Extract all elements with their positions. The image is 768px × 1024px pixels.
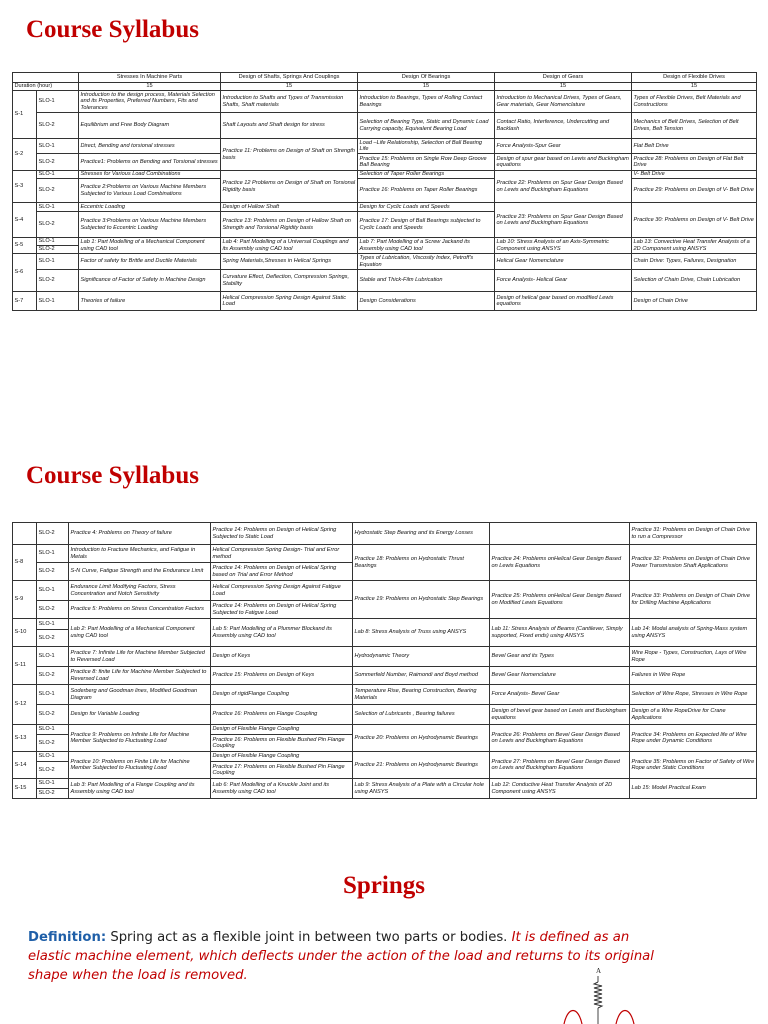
topic-cell: Lab 4: Part Modelling of a Universal Couplings and its Assembly using CAD tool (221, 238, 358, 254)
slo-label: SLO-1 (37, 545, 69, 563)
slo-label: SLO-2 (37, 735, 69, 752)
topic-cell: Sommerfeld Number, Raimondi and Boyd method (353, 667, 490, 685)
topic-cell: Lab 8: Stress Analysis of Truss using ANSYS (353, 619, 490, 647)
topic-cell: Practice 4: Problems on Theory of failure (69, 523, 211, 545)
slo-label: SLO-2 (37, 563, 69, 581)
slo-label: SLO-1 (37, 647, 69, 667)
slo-label: SLO-2 (37, 154, 79, 171)
slo-label: SLO-2 (37, 246, 79, 254)
topic-cell: Practice 33: Problems on Design of Chain Drive for Drilling Machine Applications (630, 581, 757, 619)
topic-cell: Selection of Lubricants , Bearing failures (353, 705, 490, 725)
slo-label: SLO-2 (37, 270, 79, 292)
definition-label: Definition: (28, 930, 107, 945)
session-label: S-14 (13, 752, 37, 779)
topic-cell: Lab 10: Stress Analysis of an Axis-Symmetric Component using ANSYS (495, 238, 632, 254)
topic-cell: Factor of safety for Brittle and Ductile Materials (79, 254, 221, 270)
slo-label: SLO-1 (37, 254, 79, 270)
session-label: S-6 (13, 254, 37, 292)
topic-cell: Practice 16: Problems on Taper Roller Bearings (358, 179, 495, 203)
topic-cell: Practice1: Problems on Bending and Torsional stresses (79, 154, 221, 171)
topic-cell: Theories of failure (79, 292, 221, 311)
topic-cell: Helical Compression Spring Design Against Fatigue Load (211, 581, 353, 601)
topic-cell: Practice 35: Problems on Factor of Safety of Wire Rope under Static Conditions (630, 752, 757, 779)
topic-cell: Stresses for Various Load Combinations (79, 171, 221, 179)
topic-cell: S-N Curve, Fatigue Strength and the Endurance Limit (69, 563, 211, 581)
topic-cell: Practice 7: Infinite Life for Machine Member Subjected to Reversed Load (69, 647, 211, 667)
topic-cell: Practice 17: Problems on Flexible Bushed Pin Flange Coupling (211, 762, 353, 779)
slo-label: SLO-1 (37, 91, 79, 113)
topic-cell: Practice 31: Problems on Design of Chain Drive to run a Compressor (630, 523, 757, 545)
springs-heading: Springs (343, 872, 425, 899)
topic-cell: Selection of Chain Drive, Chain Lubrication (632, 270, 757, 292)
topic-cell: Practice 16: Problems on Flexible Bushed Pin Flange Coupling (211, 735, 353, 752)
slo-label: SLO-1 (37, 139, 79, 154)
definition-emphasis: It is defined as an elastic machine element, which deflects under the action of the load and returns to its original shape when the load is removed. (28, 930, 654, 983)
page-title: Course Syllabus (26, 16, 199, 43)
slo-label: SLO-2 (37, 113, 79, 139)
topic-cell: Lab 11: Stress Analysis of Beams (Cantilever, Simply supported, Fixed ends) using ANSYS (490, 619, 630, 647)
topic-cell: Direct, Bending and torsional stresses (79, 139, 221, 154)
topic-cell: Introduction to Fracture Mechanics, and Fatigue in Metals (69, 545, 211, 563)
topic-cell: Lab 12: Conductive Heat Transfer Analysis of 2D Component using ANSYS (490, 779, 630, 799)
topic-cell (490, 523, 630, 545)
slo-label: SLO-1 (37, 752, 69, 762)
topic-cell: Practice 34: Problems on Expected life of Wire Rope under Dynamic Conditions (630, 725, 757, 752)
deflection-arc-left (564, 1011, 582, 1024)
slo-label: SLO-1 (37, 238, 79, 246)
session-label: S-8 (13, 545, 37, 581)
topic-cell: Lab 13: Convective Heat Transfer Analysis of a 2D Component using ANSYS (632, 238, 757, 254)
topic-cell: Force Analysis- Helical Gear (495, 270, 632, 292)
spring-load-label: A (596, 967, 602, 975)
topic-cell: Design of a Wire RopeDrive for Crane Applications (630, 705, 757, 725)
topic-cell: Types of Flexible Drives, Belt Materials and Constructions (632, 91, 757, 113)
header-unit-2: Design of Shafts, Springs And Couplings (221, 73, 358, 83)
topic-cell: Introduction to Bearings, Types of Rolling Contact Bearings (358, 91, 495, 113)
topic-cell: Introduction to Shafts and Types of Transmission Shafts, Shaft materials (221, 91, 358, 113)
topic-cell: Practice 15: Problems on Single Row Deep Groove Ball Bearing (358, 154, 495, 171)
topic-cell: Practice 18: Problems on Hydrostatic Thrust Bearings (353, 545, 490, 581)
topic-cell: Force Analysis-Spur Gear (495, 139, 632, 154)
slo-label: SLO-2 (37, 667, 69, 685)
topic-cell: Soderberg and Goodman lines, Modified Goodman Diagram (69, 685, 211, 705)
topic-cell: Wire Rope - Types, Construction, Lays of Wire Rope (630, 647, 757, 667)
topic-cell: Bevel Gear and its Types (490, 647, 630, 667)
topic-cell: Design of helical gear based on modified Lewis equations (495, 292, 632, 311)
topic-cell: Design of Hallow Shaft (221, 203, 358, 212)
session-label: S-5 (13, 238, 37, 254)
slo-label: SLO-2 (37, 212, 79, 238)
slo-label: SLO-2 (37, 789, 69, 799)
session-label: S-7 (13, 292, 37, 311)
topic-cell: Design of Keys (211, 647, 353, 667)
topic-cell: Lab 15: Model Practical Exam (630, 779, 757, 799)
session-label: S-1 (13, 91, 37, 139)
topic-cell: Lab 1: Part Modelling of a Mechanical Component using CAD tool (79, 238, 221, 254)
topic-cell: Curvature Effect, Deflection, Compression Springs, Stability (221, 270, 358, 292)
topic-cell: Design for Variable Loading (69, 705, 211, 725)
topic-cell: Introduction to the design process, Materials Selection and its Properties, Preferred Numbers, Fits and Tolerances (79, 91, 221, 113)
topic-cell: Shaft Layouts and Shaft design for stress (221, 113, 358, 139)
header-unit-3: Design Of Bearings (358, 73, 495, 83)
session-label: S-15 (13, 779, 37, 799)
topic-cell: Design of bevel gear based on Lewis and Buckingham equations (490, 705, 630, 725)
topic-cell: Equilibrium and Free Body Diagram (79, 113, 221, 139)
topic-cell: Design for Cyclic Loads and Speeds (358, 203, 495, 212)
spring-coil-icon (594, 982, 602, 1008)
topic-cell: Significance of Factor of Safety in Machine Design (79, 270, 221, 292)
duration-value: 15 (358, 83, 495, 91)
topic-cell: Design Considerations (358, 292, 495, 311)
topic-cell: Design of Chain Drive (632, 292, 757, 311)
topic-cell: Helical Gear Nomenclature (495, 254, 632, 270)
topic-cell: Eccentric Loading (79, 203, 221, 212)
topic-cell: Bevel Gear Nomenclature (490, 667, 630, 685)
topic-cell: Lab 2: Part Modelling of a Mechanical Component using CAD tool (69, 619, 211, 647)
topic-cell: Contact Ratio, Interference, Undercutting and Backlash (495, 113, 632, 139)
topic-cell: Practice 30: Problems on Design of V- Belt Drive (632, 203, 757, 238)
slo-label: SLO-1 (37, 171, 79, 179)
topic-cell: Lab 14: Modal analysis of Spring-Mass system using ANSYS (630, 619, 757, 647)
topic-cell: Stable and Thick-Film Lubrication (358, 270, 495, 292)
slo-label: SLO-1 (37, 619, 69, 630)
slo-label: SLO-2 (37, 601, 69, 619)
topic-cell: Practice 21: Problems on Hydrodynamic Bearings (353, 752, 490, 779)
topic-cell: Lab 9: Stress Analysis of a Plate with a Circular hole using ANSYS (353, 779, 490, 799)
topic-cell: Flat Belt Drive (632, 139, 757, 154)
topic-cell: Failures in Wire Rope (630, 667, 757, 685)
session-label: S-13 (13, 725, 37, 752)
topic-cell: Helical Compression Spring Design- Trial and Error method (211, 545, 353, 563)
topic-cell: Chain Drive: Types, Failures, Designation (632, 254, 757, 270)
session-label: S-11 (13, 647, 37, 685)
slo-label: SLO-1 (37, 685, 69, 705)
topic-cell: Lab 5: Part Modelling of a Plummer Blockand its Assembly using CAD tool (211, 619, 353, 647)
topic-cell: Practice 28: Problems on Design of Flat Belt Drive (632, 154, 757, 171)
topic-cell: Mechanics of Belt Drives, Selection of Belt Drives, Belt Tension (632, 113, 757, 139)
slo-label: SLO-2 (37, 523, 69, 545)
topic-cell: Practice 23: Problems on Spur Gear Design Based on Lewis and Buckingham Equations (495, 203, 632, 238)
topic-cell: Temperature Rise, Bearing Construction, Bearing Materials (353, 685, 490, 705)
topic-cell: Practice 32: Problems on Design of Chain Drive Power Transmission Shaft Applications (630, 545, 757, 581)
topic-cell: Spring Materials,Stresses in Helical Springs (221, 254, 358, 270)
topic-cell: Types of Lubrication, Viscosity Index, Petroff's Equation (358, 254, 495, 270)
slo-label: SLO-2 (37, 762, 69, 779)
topic-cell: Helical Compression Spring Design Against Static Load (221, 292, 358, 311)
slo-label: SLO-2 (37, 179, 79, 203)
slo-label: SLO-2 (37, 630, 69, 647)
topic-cell: Lab 7: Part Modelling of a Screw Jackand its Assembly using CAD tool (358, 238, 495, 254)
topic-cell: Force Analysis- Bevel Gear (490, 685, 630, 705)
page-title: Course Syllabus (26, 462, 199, 489)
topic-cell: Practice 19: Problems on Hydrostatic Step Bearings (353, 581, 490, 619)
topic-cell: Practice 8: finite Life for Machine Member Subjected to Reversed Load (69, 667, 211, 685)
topic-cell: Practice 14: Problems on Design of Helical Spring Subjected to Fatigue Load (211, 601, 353, 619)
header-unit-4: Design of Gears (495, 73, 632, 83)
topic-cell: Practice 13: Problems on Design of Hallow Shaft on Strength and Torsional Rigidity basis (221, 212, 358, 238)
session-label: S-4 (13, 203, 37, 238)
topic-cell: Practice 22: Problems on Spur Gear Design Based on Lewis and Buckingham Equations (495, 171, 632, 203)
syllabus-table-2 (12, 522, 757, 799)
syllabus-table-1 (12, 72, 757, 311)
slo-label: SLO-1 (37, 581, 69, 601)
duration-value: 15 (495, 83, 632, 91)
header-blank (13, 73, 79, 83)
topic-cell: Introduction to Mechanical Drives, Types of Gears, Gear materials, Gear Nomenclature (495, 91, 632, 113)
topic-cell: Hydrostatic Step Bearing and its Energy Losses (353, 523, 490, 545)
slo-label: SLO-1 (37, 725, 69, 735)
duration-label: Duration (hour) (13, 83, 79, 91)
topic-cell: Practice 27: Problems on Bevel Gear Design Based on Lewis and Buckingham Equations (490, 752, 630, 779)
session-label: S-2 (13, 139, 37, 171)
duration-value: 15 (221, 83, 358, 91)
topic-cell: Practice 25: Problems onHelical Gear Design Based on Modified Lewis Equations (490, 581, 630, 619)
topic-cell: Practice 15: Problems on Design of Keys (211, 667, 353, 685)
topic-cell: Practice 20: Problems on Hydrodynamic Bearings (353, 725, 490, 752)
session-label: S-12 (13, 685, 37, 725)
topic-cell: Practice 14: Problems on Design of Helical Spring Subjected to Static Load (211, 523, 353, 545)
topic-cell: Practice 16: Problems on Flange Coupling (211, 705, 353, 725)
slo-label: SLO-2 (37, 705, 69, 725)
topic-cell: Design of Flexible Flange Coupling (211, 725, 353, 735)
header-unit-5: Design of Flexible Drives (632, 73, 757, 83)
topic-cell: Selection of Bearing Type, Static and Dynamic Load Carrying capacity, Equivalent Bearing Load (358, 113, 495, 139)
topic-cell: Practice 2:Problems on Various Machine Members Subjected to Various Load Combinations (79, 179, 221, 203)
topic-cell: Practice 11: Problems on Design of Shaft on Strength basis (221, 139, 358, 171)
topic-cell: Practice 10: Problems on Finite Life for Machine Member Subjected to Fluctuating Load (69, 752, 211, 779)
duration-value: 15 (79, 83, 221, 91)
topic-cell: Lab 6: Part Modelling of a Knuckle Joint and its Assembly using CAD tool (211, 779, 353, 799)
topic-cell: Practice 3:Problems on Various Machine Members Subjected to Eccentric Loading (79, 212, 221, 238)
spring-diagram (556, 966, 646, 1024)
topic-cell: Practice 17: Design of Ball Bearings subjected to Cyclic Loads and Speeds (358, 212, 495, 238)
topic-cell: Practice 12 Problems on Design of Shaft on Torsional Rigidity basis (221, 171, 358, 203)
topic-cell: Design of rigidFlange Coupling (211, 685, 353, 705)
slo-label: SLO-1 (37, 779, 69, 789)
topic-cell: Practice 14: Problems on Design of Helical Spring based on Trial and Error Method (211, 563, 353, 581)
header-unit-1: Stresses In Machine Parts (79, 73, 221, 83)
topic-cell: Practice 5: Problems on Stress Concentration Factors (69, 601, 211, 619)
slo-label: SLO-1 (37, 292, 79, 311)
definition-text: Spring act as a flexible joint in between two parts or bodies. (106, 930, 512, 945)
topic-cell: Load –Life Relationship, Selection of Ball Bearing Life (358, 139, 495, 154)
topic-cell: Practice 26: Problems on Bevel Gear Design Based on Lewis and Buckingham Equations (490, 725, 630, 752)
topic-cell: Endurance Limit Modifying Factors, Stress Concentration and Notch Sensitivity (69, 581, 211, 601)
topic-cell: V- Belt Drive (632, 171, 757, 179)
topic-cell: Design of Flexible Flange Coupling (211, 752, 353, 762)
topic-cell: Selection of Wire Rope, Stresses in Wire Rope (630, 685, 757, 705)
topic-cell: Hydrodynamic Theory (353, 647, 490, 667)
session-label: S-9 (13, 581, 37, 619)
topic-cell: Selection of Taper Roller Bearings (358, 171, 495, 179)
session-label: S-10 (13, 619, 37, 647)
topic-cell: Lab 3: Part Modelling of a Flange Coupling and its Assembly using CAD tool (69, 779, 211, 799)
session-label (13, 523, 37, 545)
session-label: S-3 (13, 171, 37, 203)
topic-cell: Practice 9: Problems on Infinite Life for Machine Member Subjected to Fluctuating Load (69, 725, 211, 752)
deflection-arc-right (616, 1011, 634, 1024)
topic-cell: Practice 24: Problems onHelical Gear Design Based on Lewis Equations (490, 545, 630, 581)
duration-value: 15 (632, 83, 757, 91)
topic-cell: Design of spur gear based on Lewis and Buckingham equations (495, 154, 632, 171)
topic-cell: Practice 29: Problems on Design of V- Belt Drive (632, 179, 757, 203)
slo-label: SLO-1 (37, 203, 79, 212)
